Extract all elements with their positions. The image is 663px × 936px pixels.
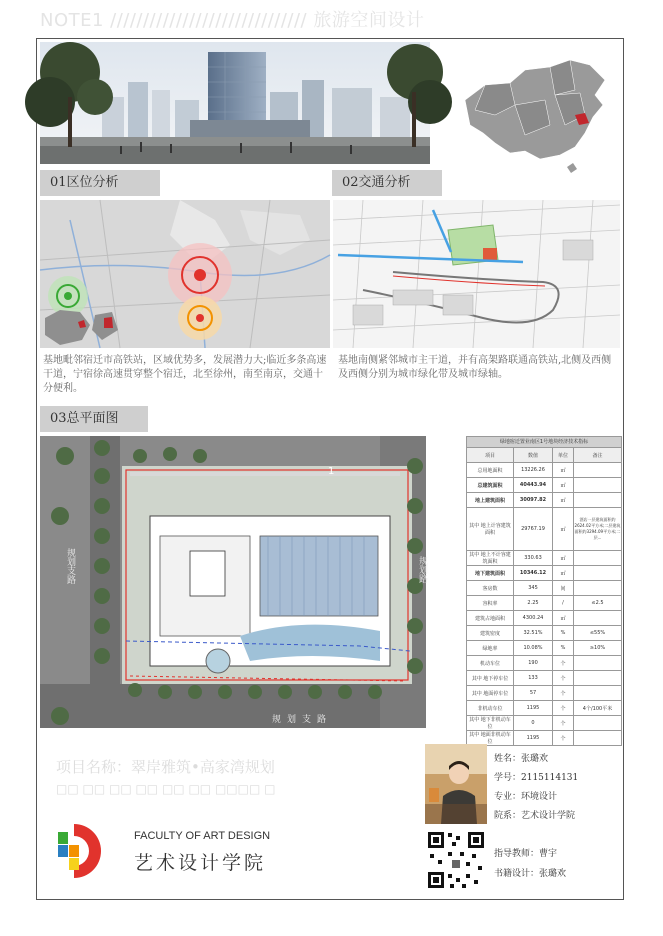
road-label-east: 规划路 [417,556,427,583]
economic-indicator-table [466,436,622,745]
cell-note [574,656,622,671]
cell-note [574,731,622,746]
indicator-grid [466,447,622,746]
cell-note: 酒店一层建筑面积约2624.02平方米;二层建筑面积约3294.09平方米;二层... [574,508,622,551]
road-label-south: 规划支路 [272,715,333,725]
cell-unit: 个 [553,716,574,731]
cell-value: 4300.24 [514,611,553,626]
cell-value: 330.63 [514,551,553,566]
cell-unit: ㎡ [553,493,574,508]
site-plan-drawing [40,436,426,728]
table-row-surface-parking [467,686,622,701]
cell-value: 345 [514,581,553,596]
cell-unit: 个 [553,731,574,746]
table-row-building-footprint [467,611,622,626]
cell-note: ≤2.5 [574,596,622,611]
student-id: 学号：2115114131 [494,773,579,783]
cell-note [574,478,622,493]
col-header-item: 项目 [467,448,514,463]
col-header-note: 备注 [574,448,622,463]
table-row-surface-bicycle [467,731,622,746]
cell-note: 4个/100平米 [574,701,622,716]
cell-item: 其中 地下非机动车位 [467,716,514,731]
cell-unit: ㎡ [553,566,574,581]
table-row-building-density [467,626,622,641]
student-major: 专业：环境设计 [494,792,558,802]
cell-note [574,566,622,581]
traffic-analysis-caption: 基地南侧紧邻城市主干道，并有高架路联通高铁站,北侧及西侧及西侧分别为城市绿化带及城市绿轴。 [338,355,612,380]
cell-value: 40443.94 [514,478,553,493]
cell-value: 30097.82 [514,493,553,508]
cell-item: 地下建筑面积 [467,566,514,581]
table-title: 绿地宿迁置业南区1号地块经济技术指标 [466,436,622,447]
location-analysis-heading: 01区位分析 [40,170,160,196]
cell-value: 10346.12 [514,566,553,581]
cell-unit: ㎡ [553,463,574,478]
cell-item: 机动车位 [467,656,514,671]
cell-value: 0 [514,716,553,731]
advisor: 指导教师：曹宇 [494,849,558,859]
cell-item: 其中 地面停车位 [467,686,514,701]
cell-item: 客房数 [467,581,514,596]
cell-value: 13226.26 [514,463,553,478]
road-label-west: 规划支路 [65,548,75,584]
cell-unit: 个 [553,671,574,686]
student-school: 院系：艺术设计学院 [494,811,576,821]
cell-value: 190 [514,656,553,671]
china-locator-map [455,55,615,175]
faculty-logo [56,820,120,882]
cell-value: 2.25 [514,596,553,611]
cell-item: 地上建筑面积 [467,493,514,508]
table-row-fa-exempt-area [467,551,622,566]
cell-item: 建筑密度 [467,626,514,641]
table-row-total-floor-area [467,478,622,493]
cell-unit: ㎡ [553,611,574,626]
project-name: 项目名称：翠岸雅筑•高家湾规划 [56,758,275,776]
cell-value: 1195 [514,701,553,716]
cell-item: 总用地面积 [467,463,514,478]
location-analysis-map [40,200,330,348]
table-row-bicycle-parking [467,701,622,716]
site-plan-heading: 03总平面图 [40,406,148,432]
table-row-underground-parking [467,671,622,686]
cell-note [574,463,622,478]
cell-value: 29767.19 [514,508,553,551]
book-designer: 书籍设计：张璐欢 [494,869,567,879]
cell-item: 其中 地面非机动车位 [467,731,514,746]
cell-value: 1195 [514,731,553,746]
col-header-unit: 单位 [553,448,574,463]
table-row-above-ground-area [467,493,622,508]
cell-unit: ㎡ [553,478,574,493]
table-row-plot-ratio [467,596,622,611]
table-row-underground-area [467,566,622,581]
cell-item: 绿地率 [467,641,514,656]
cell-item: 非机动车位 [467,701,514,716]
north-marker: 1 [328,466,335,477]
cell-unit: ㎡ [553,551,574,566]
cell-unit: % [553,626,574,641]
cell-item: 总建筑面积 [467,478,514,493]
cell-note [574,551,622,566]
cell-note [574,493,622,508]
cell-unit: 个 [553,656,574,671]
cell-item: 其中 地上计容建筑面积 [467,508,514,551]
faculty-name-en: FACULTY OF ART DESIGN [134,830,271,842]
table-row-underground-bicycle [467,716,622,731]
faculty-name-cn: 艺术设计学院 [134,852,267,874]
cell-item: 其中 地上不计容建筑面积 [467,551,514,566]
traffic-analysis-map [333,200,620,348]
table-header-row [467,448,622,463]
cell-note [574,611,622,626]
project-subtitle: □□ □□ □□ □□ □□ □□ □□□□ □ [56,782,276,796]
table-row-fa-counted-area [467,508,622,551]
table-row-room-count [467,581,622,596]
cell-unit: % [553,641,574,656]
cell-note: ≥10% [574,641,622,656]
student-photo [425,744,487,824]
cell-note [574,581,622,596]
cell-note [574,686,622,701]
location-analysis-caption: 基地毗邻宿迁市高铁站，区域优势多，发展潜力大;临近多条高速干道，宁宿徐高速贯穿整个宿迁，北至徐州，南至南京，交通十分便利。 [43,355,327,394]
cell-unit: 间 [553,581,574,596]
cell-unit: / [553,596,574,611]
table-row-total-site-area [467,463,622,478]
cell-unit: 个 [553,701,574,716]
cell-note [574,671,622,686]
page-title: NOTE1 ////////////////////////////// 旅游空间设计 [40,10,425,31]
cell-unit: 个 [553,686,574,701]
traffic-analysis-heading: 02交通分析 [332,170,442,196]
hero-rendering [40,42,430,164]
cell-unit: ㎡ [553,508,574,551]
qr-code [426,830,486,890]
cell-value: 32.51% [514,626,553,641]
cell-item: 建筑占地面积 [467,611,514,626]
cell-note [574,716,622,731]
cell-value: 133 [514,671,553,686]
student-name: 姓名：张璐欢 [494,754,549,764]
cell-value: 10.08% [514,641,553,656]
col-header-value: 数值 [514,448,553,463]
cell-item: 容积率 [467,596,514,611]
cell-item: 其中 地下停车位 [467,671,514,686]
table-row-vehicle-parking [467,656,622,671]
table-row-green-ratio [467,641,622,656]
cell-note: ≤55% [574,626,622,641]
cell-value: 57 [514,686,553,701]
